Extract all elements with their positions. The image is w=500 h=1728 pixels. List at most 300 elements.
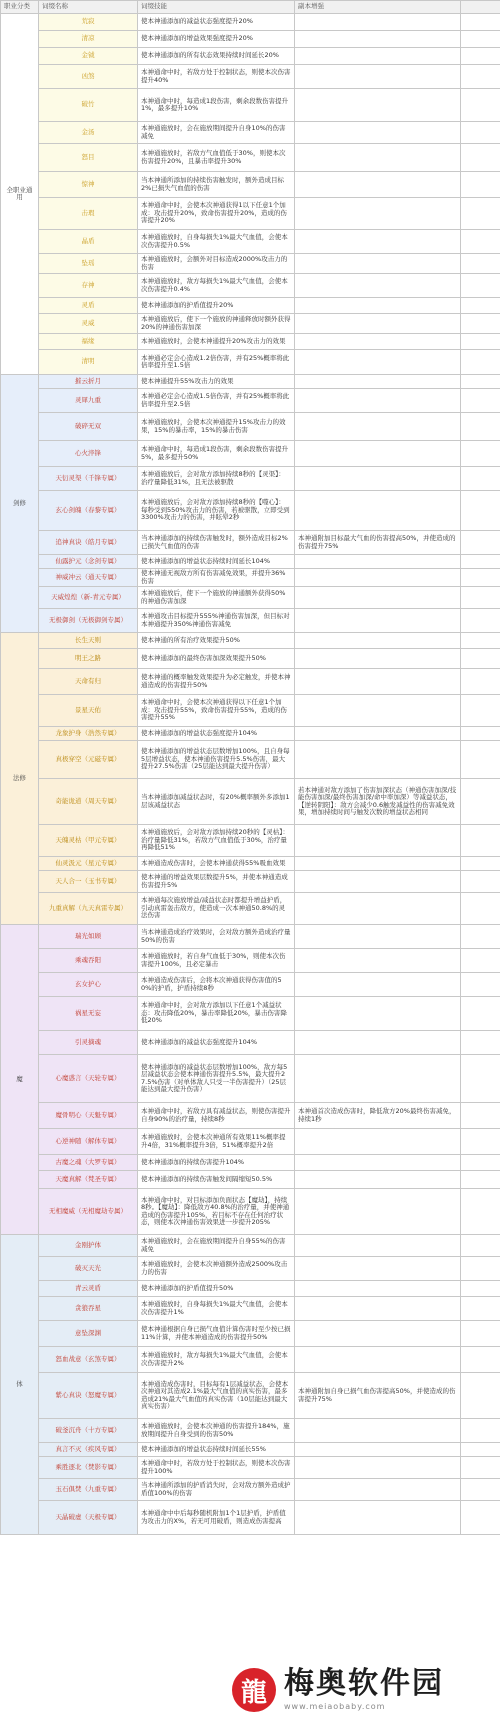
dungeon-boost-cell (295, 413, 461, 441)
dungeon-boost-cell (295, 609, 461, 633)
affix-skill-cell: 本神通施放时，自身每损失1%最大气血值，会使本次伤害提升0.5% (138, 230, 295, 254)
table-row (1, 741, 500, 779)
empty-cell (461, 230, 500, 254)
empty-cell (461, 609, 500, 633)
affix-skill-cell: 使本神通的增益效果层数提升5%，并使本神通造成伤害提升5% (138, 871, 295, 893)
empty-cell (461, 779, 500, 825)
empty-cell (461, 1373, 500, 1419)
affix-name-cell: 龙象护身（浩然专属） (39, 727, 138, 741)
table-row (1, 413, 500, 441)
affix-name-cell: 意坠深渊 (39, 1321, 138, 1347)
dungeon-boost-cell (295, 1479, 461, 1501)
affix-name-cell: 清明 (39, 350, 138, 375)
header-category: 职业分类 (1, 1, 39, 14)
dungeon-boost-cell (295, 491, 461, 531)
affix-skill-cell: 使本神通添加的减益状态层数增加100%，敌方每5层减益状态会使本神通伤害提升5.5%，最大提升27.5%伤害（对单体敌人只受一半伤害提升）（25层能达到最大提升伤害） (138, 1055, 295, 1103)
affix-name-cell: 紫心真诀（怒魔专属） (39, 1373, 138, 1419)
affix-name-cell: 灵威 (39, 314, 138, 334)
affix-skill-cell: 本神通造成伤害时，会使本神通获得55%吸血效果 (138, 857, 295, 871)
affix-name-cell: 真极穿空（元磁专属） (39, 741, 138, 779)
affix-skill-cell: 当本神通所添加的护盾消失时，会对敌方额外造成护盾值100%的伤害 (138, 1479, 295, 1501)
empty-cell (461, 65, 500, 89)
affix-skill-cell: 本神通施放时，会使本次神通额外造成2500%攻击力的伤害 (138, 1257, 295, 1281)
category-cell: 体 (1, 1235, 39, 1535)
affix-skill-cell: 本神通造成伤害时，目标每有1层减益状态，会使本次神通对其造成2.1%最大气血值的真实伤害，最多造成21%最大气血值的真实伤害（10层能达到最大真实伤害） (138, 1373, 295, 1419)
affix-skill-cell: 本神通命中时，会对敌方添加以下任意1个减益状态：攻击降低20%，暴击率降低20%，暴击伤害降低20% (138, 997, 295, 1031)
table-row (1, 48, 500, 65)
dungeon-boost-cell (295, 89, 461, 122)
table-row (1, 893, 500, 925)
dungeon-boost-cell (295, 695, 461, 727)
empty-cell (461, 587, 500, 609)
affix-skill-cell: 本神通施放时，会额外对目标造成2000%攻击力的伤害 (138, 254, 295, 274)
affix-name-cell: 晶盾 (39, 230, 138, 254)
affix-skill-cell: 当本神通添加的持续伤害触发时，额外造成目标2%已损失气血值的伤害 (138, 531, 295, 555)
empty-cell (461, 569, 500, 587)
table-row (1, 65, 500, 89)
table-row (1, 491, 500, 531)
empty-cell (461, 1419, 500, 1443)
affix-name-cell: 破灭天光 (39, 1257, 138, 1281)
empty-cell (461, 1257, 500, 1281)
empty-cell (461, 1297, 500, 1321)
table-row (1, 587, 500, 609)
empty-cell (461, 198, 500, 230)
affix-skill-cell: 本神通施放后，会对敌方添加持续8秒的【噬心】：每秒受到550%攻击力的伤害，若被驱散，立即受到3300%攻击力的伤害，并眩晕2秒 (138, 491, 295, 531)
affix-name-cell: 玉石俱焚（九重专属） (39, 1479, 138, 1501)
empty-cell (461, 1031, 500, 1055)
empty-cell (461, 31, 500, 48)
affix-name-cell: 长生天则 (39, 633, 138, 649)
dungeon-boost-cell (295, 727, 461, 741)
affix-skill-cell: 本神通施放时，若敌方气血值低于30%，则使本次伤害提升20%，且暴击率提升30% (138, 144, 295, 172)
affix-name-cell: 仙灵汲元（星元专属） (39, 857, 138, 871)
dungeon-boost-cell (295, 949, 461, 973)
affix-name-cell: 贪狼吞星 (39, 1297, 138, 1321)
empty-cell (461, 14, 500, 31)
dungeon-boost-cell (295, 857, 461, 871)
empty-cell (461, 633, 500, 649)
empty-cell (461, 298, 500, 314)
empty-cell (461, 1501, 500, 1535)
affix-name-cell: 景星天佑 (39, 695, 138, 727)
affix-name-cell: 破碎无双 (39, 413, 138, 441)
affix-skill-cell: 使本神通提升55%攻击力的效果 (138, 375, 295, 389)
empty-cell (461, 871, 500, 893)
table-row (1, 569, 500, 587)
dungeon-boost-cell (295, 334, 461, 350)
dungeon-boost-cell (295, 825, 461, 857)
table-row (1, 925, 500, 949)
affix-name-cell: 玄女护心 (39, 973, 138, 997)
dungeon-boost-cell (295, 1055, 461, 1103)
affix-skill-cell: 本神通施放时，敌方每损失1%最大气血值，会使本次伤害提升2% (138, 1347, 295, 1373)
table-row (1, 254, 500, 274)
affix-skill-cell: 本神通命中时，若敌方处于控制状态，则使本次伤害提升100% (138, 1457, 295, 1479)
empty-cell (461, 997, 500, 1031)
affix-name-cell: 奇能诡道（周天专属） (39, 779, 138, 825)
dungeon-boost-cell (295, 649, 461, 669)
empty-cell (461, 949, 500, 973)
affix-skill-cell: 使本神通的所有治疗效果提升50% (138, 633, 295, 649)
table-row (1, 1321, 500, 1347)
table-row (1, 350, 500, 375)
table-row (1, 122, 500, 144)
dungeon-boost-cell (295, 230, 461, 254)
dungeon-boost-cell (295, 1189, 461, 1235)
empty-cell (461, 441, 500, 467)
affix-skill-cell: 本神通施放时，会使本次神通提升15%攻击力的效果，15%的暴击率，15%的暴击伤害 (138, 413, 295, 441)
dungeon-boost-cell (295, 48, 461, 65)
affix-name-cell: 荒寂 (39, 14, 138, 31)
table-row (1, 1235, 500, 1257)
dungeon-boost-cell (295, 31, 461, 48)
affix-skill-cell: 使本神通添加的增益状态层数增加100%，且自身每5层增益状态，使本神通伤害提升5.5%伤害，最大提升27.5%伤害（25层能达到最大提升伤害） (138, 741, 295, 779)
dungeon-boost-cell (295, 467, 461, 491)
table-row (1, 633, 500, 649)
affix-name-cell: 金汤 (39, 122, 138, 144)
table-row (1, 334, 500, 350)
empty-cell (461, 1129, 500, 1155)
dungeon-boost-cell (295, 973, 461, 997)
dungeon-boost-cell (295, 274, 461, 298)
affix-name-cell: 九重真解（九天真雷专属） (39, 893, 138, 925)
affix-skill-cell: 使本神通的概率触发效果提升为必定触发，并使本神通造成的伤害提升50% (138, 669, 295, 695)
table-row (1, 1031, 500, 1055)
empty-cell (461, 1189, 500, 1235)
table-row (1, 669, 500, 695)
affix-name-cell: 清凉 (39, 31, 138, 48)
affix-name-cell: 天命有归 (39, 669, 138, 695)
dungeon-boost-cell (295, 375, 461, 389)
empty-cell (461, 1235, 500, 1257)
table-row (1, 1443, 500, 1457)
dungeon-boost-cell (295, 65, 461, 89)
dungeon-boost-cell (295, 389, 461, 413)
affix-skill-cell: 使本神通添加的减益状态强度提升20% (138, 14, 295, 31)
affix-name-cell: 凶煞 (39, 65, 138, 89)
affix-skill-cell: 使本神通添加的持续伤害触发间隔缩短50.5% (138, 1171, 295, 1189)
table-row (1, 298, 500, 314)
header-affix-name: 词缀名称 (39, 1, 138, 14)
dragon-logo-icon: 龍 (232, 1668, 276, 1712)
header-empty (461, 1, 500, 14)
dungeon-boost-cell (295, 569, 461, 587)
affix-skill-cell: 使本神通添加的增益效果强度提升20% (138, 31, 295, 48)
table-row (1, 1373, 500, 1419)
affix-skill-cell: 本神通施放时，会使本神通提升20%攻击力的效果 (138, 334, 295, 350)
table-row (1, 1457, 500, 1479)
affix-skill-cell: 本神通命中时，会使本次神通获得1以下任意1个加成：攻击提升20%，致命伤害提升20%，造成的伤害提升20% (138, 198, 295, 230)
dungeon-boost-cell (295, 298, 461, 314)
empty-cell (461, 1321, 500, 1347)
affix-name-cell: 古魔之魂（大罗专属） (39, 1155, 138, 1171)
header-dungeon-boost: 副本增强 (295, 1, 461, 14)
empty-cell (461, 89, 500, 122)
affix-skill-cell: 使本神通添加的最终伤害加深效果提升50% (138, 649, 295, 669)
empty-cell (461, 334, 500, 350)
empty-cell (461, 1443, 500, 1457)
table-row (1, 973, 500, 997)
affix-name-cell: 天威煌煌（新-青元专属） (39, 587, 138, 609)
dungeon-boost-cell (295, 441, 461, 467)
table-row (1, 1055, 500, 1103)
affix-name-cell: 坠瑶 (39, 254, 138, 274)
affix-skill-cell: 本神通施放后，会对敌方添加持续20秒的【灵枯】：治疗量降低31%，若敌方气血值低于30%，治疗量再降低51% (138, 825, 295, 857)
affix-skill-cell: 本神通施放时，会使本次神通所有效果11%概率提升4倍，31%概率提升3倍，51%概率提升2倍 (138, 1129, 295, 1155)
affix-name-cell: 引灵摘魂 (39, 1031, 138, 1055)
affix-skill-cell: 使本神通添加的护盾值提升20% (138, 298, 295, 314)
dungeon-boost-cell (295, 1031, 461, 1055)
watermark-url: www.meiaobaby.com (284, 1702, 386, 1711)
affix-skill-cell: 本神通施放时，若自身气血低于30%，则使本次伤害提升100%，且必定暴击 (138, 949, 295, 973)
affix-name-cell: 金钺 (39, 48, 138, 65)
empty-cell (461, 555, 500, 569)
dungeon-boost-cell (295, 350, 461, 375)
empty-cell (461, 695, 500, 727)
empty-cell (461, 467, 500, 491)
affix-name-cell: 惊神 (39, 172, 138, 198)
affix-name-cell: 怒血战意（玄煞专属） (39, 1347, 138, 1373)
empty-cell (461, 1055, 500, 1103)
category-cell: 魔 (1, 925, 39, 1235)
affix-name-cell: 明王之路 (39, 649, 138, 669)
affix-skill-cell: 使本神通添加的增益状态强度提升104% (138, 727, 295, 741)
affix-skill-cell: 当本神通添加减益状态时，有20%概率额外多添加1层该减益状态 (138, 779, 295, 825)
empty-cell (461, 413, 500, 441)
table-row (1, 609, 500, 633)
table-row (1, 1347, 500, 1373)
affix-name-cell: 无相魔威（无相魔劫专属） (39, 1189, 138, 1235)
category-cell: 剑修 (1, 375, 39, 633)
affix-skill-cell: 使本神通添加的减益状态强度提升104% (138, 1031, 295, 1055)
empty-cell (461, 973, 500, 997)
affix-skill-cell: 当本神通造成治疗效果时，会对敌方额外造成治疗量50%的伤害 (138, 925, 295, 949)
affix-name-cell: 天魄灵枯（甲元专属） (39, 825, 138, 857)
empty-cell (461, 825, 500, 857)
affix-skill-cell: 本神通命中时，对目标添加负面状态【魔劫】，持续8秒。【魔劫】：降低敌方40.8%的治疗量，并使神通造成的伤害提升105%，若目标不存在任何治疗状态，则使本次神通伤害效果进一步提升205% (138, 1189, 295, 1235)
empty-cell (461, 857, 500, 871)
dungeon-boost-cell: 若本神通对敌方添加了伤害加深状态（神通伤害加深/技能伤害加深/最终伤害加深/命中率加深）等减益状态，【逆转阴阳】：敌方会减少0.6触发减益性的伤害减免效果，增加持续时间与触发次数的增益状态相同 (295, 779, 461, 825)
affix-skill-cell: 本神通命中时，每造成1段伤害，剩余段数伤害提升5%，最多提升50% (138, 441, 295, 467)
affix-skill-cell: 本神通命中时，若敌方具有减益状态，则使伤害提升自身90%的治疗量，持续8秒 (138, 1103, 295, 1129)
affix-name-cell: 存神 (39, 274, 138, 298)
dungeon-boost-cell (295, 314, 461, 334)
affix-name-cell: 神威冲云（通天专属） (39, 569, 138, 587)
site-watermark (232, 1658, 494, 1722)
table-row (1, 1419, 500, 1443)
empty-cell (461, 389, 500, 413)
empty-cell (461, 741, 500, 779)
affix-name-cell: 玄心剑魄（春黎专属） (39, 491, 138, 531)
empty-cell (461, 274, 500, 298)
affix-skill-cell: 本神通命中时，若敌方处于控制状态，则使本次伤害提升40% (138, 65, 295, 89)
empty-cell (461, 1457, 500, 1479)
affix-skill-cell: 本神通施放时，会在施放期间提升自身10%的伤害减免 (138, 122, 295, 144)
dungeon-boost-cell (295, 1155, 461, 1171)
dungeon-boost-cell (295, 1419, 461, 1443)
dungeon-boost-cell (295, 172, 461, 198)
table-row (1, 825, 500, 857)
affix-skill-cell: 本神通施放后，会对敌方添加持续8秒的【灵渠】：治疗量降低31%，且无法被驱散 (138, 467, 295, 491)
empty-cell (461, 375, 500, 389)
affix-skill-cell: 本神通施放后，使下一个施放的神通额外获得50%的神通伤害加深 (138, 587, 295, 609)
table-row (1, 14, 500, 31)
dungeon-boost-cell (295, 1281, 461, 1297)
header-affix-skill: 词缀技能 (138, 1, 295, 14)
empty-cell (461, 531, 500, 555)
dungeon-boost-cell (295, 1443, 461, 1457)
affix-name-cell: 怒目 (39, 144, 138, 172)
dungeon-boost-cell (295, 1501, 461, 1535)
affix-name-cell: 天晶破虚（天极专属） (39, 1501, 138, 1535)
empty-cell (461, 48, 500, 65)
affix-name-cell: 摧云折月 (39, 375, 138, 389)
empty-cell (461, 925, 500, 949)
affix-name-cell: 乘魂吞阳 (39, 949, 138, 973)
empty-cell (461, 350, 500, 375)
affix-name-cell: 心逆神随（解体专属） (39, 1129, 138, 1155)
table-row (1, 727, 500, 741)
empty-cell (461, 669, 500, 695)
table-row (1, 89, 500, 122)
table-row (1, 230, 500, 254)
table-row (1, 1129, 500, 1155)
affix-skill-cell: 本神通施放时，会使本次神通的伤害提升184%，施放期间提升自身受到的伤害50% (138, 1419, 295, 1443)
affix-name-cell: 破竹 (39, 89, 138, 122)
empty-cell (461, 1281, 500, 1297)
table-row (1, 949, 500, 973)
empty-cell (461, 254, 500, 274)
dungeon-boost-cell (295, 198, 461, 230)
table-row (1, 531, 500, 555)
affix-skill-cell: 本神通施放后，使下一个施放的神通释放时额外获得20%的神通伤害加深 (138, 314, 295, 334)
dungeon-boost-cell (295, 997, 461, 1031)
affix-name-cell: 灵盾 (39, 298, 138, 314)
affix-name-cell: 天人合一（玉书专属） (39, 871, 138, 893)
table-row (1, 375, 500, 389)
table-row (1, 144, 500, 172)
dungeon-boost-cell: 本神通附加自身已损气血伤害提高50%，并使造成的伤害提升75% (295, 1373, 461, 1419)
table-row (1, 1281, 500, 1297)
dungeon-boost-cell (295, 14, 461, 31)
table-row (1, 997, 500, 1031)
table-row (1, 1501, 500, 1535)
table-row (1, 1189, 500, 1235)
affix-name-cell: 灵犀九重 (39, 389, 138, 413)
empty-cell (461, 1171, 500, 1189)
table-row (1, 555, 500, 569)
empty-cell (461, 1479, 500, 1501)
dungeon-boost-cell (295, 871, 461, 893)
affix-skill-cell: 本神通命中中后每秒随机附加1个1层护盾，护盾值为攻击力的X%，若无可用破盾，则造成伤害提高 (138, 1501, 295, 1535)
table-row (1, 871, 500, 893)
affix-name-cell: 青云灵盾 (39, 1281, 138, 1297)
affix-name-cell: 心魔惑言（天轮专属） (39, 1055, 138, 1103)
dungeon-boost-cell (295, 1129, 461, 1155)
table-row (1, 441, 500, 467)
affix-name-cell: 追神真诀（皓月专属） (39, 531, 138, 555)
affix-name-cell: 真言不灭（疾风专属） (39, 1443, 138, 1457)
table-row (1, 389, 500, 413)
affix-skill-cell: 本神通每次施放增益/减益状态时都提升增益护盾，引动真雷轰击敌方，使造成一次本神通50.8%的灵法伤害 (138, 893, 295, 925)
table-row (1, 779, 500, 825)
table-row (1, 1155, 500, 1171)
category-cell: 法修 (1, 633, 39, 925)
affix-name-cell: 天衍灵渠（千锋专属） (39, 467, 138, 491)
affix-skill-cell: 本神通攻击目标提升555%神通伤害加深，但目标对本神通提升350%神通伤害减免 (138, 609, 295, 633)
table-header-row (1, 1, 500, 14)
affix-name-cell: 魔骨明心（天魁专属） (39, 1103, 138, 1129)
affix-skill-cell: 使本神通无视敌方所有伤害减免效果，并提升36%伤害 (138, 569, 295, 587)
watermark-title: 梅奥软件园 (284, 1666, 444, 1701)
affix-name-cell: 金刚护体 (39, 1235, 138, 1257)
table-row (1, 1103, 500, 1129)
affix-name-cell: 仙露护元（念剑专属） (39, 555, 138, 569)
table-row (1, 198, 500, 230)
dungeon-boost-cell (295, 144, 461, 172)
affix-skill-cell: 本神通命中时，会使本次神通获得以下任意1个加成：攻击提升55%，致命伤害提升55%，造成的伤害提升55% (138, 695, 295, 727)
affix-name-cell: 乘胜逐北（焚影专属） (39, 1457, 138, 1479)
affix-skill-cell: 使本神通添加的增益状态持续时间延长55% (138, 1443, 295, 1457)
affix-name-cell: 破釜沉舟（十方专属） (39, 1419, 138, 1443)
dungeon-boost-cell (295, 254, 461, 274)
affix-skill-cell: 本神通命中时，每造成1段伤害，剩余段数伤害提升1%，最多提升10% (138, 89, 295, 122)
table-row (1, 31, 500, 48)
affix-skill-cell: 本神通必定会心造成1.2倍伤害，并有25%概率将此倍率提升至1.5倍 (138, 350, 295, 375)
empty-cell (461, 314, 500, 334)
table-row (1, 649, 500, 669)
affix-name-cell: 无极御剑（无极御剑专属） (39, 609, 138, 633)
dungeon-boost-cell (295, 669, 461, 695)
table-row (1, 314, 500, 334)
table-body (1, 14, 500, 1535)
dungeon-boost-cell (295, 587, 461, 609)
affix-skill-cell: 使本神通根据自身已损气血值计算伤害时至少按已损11%计算，并使本神通造成的伤害提升50% (138, 1321, 295, 1347)
empty-cell (461, 1155, 500, 1171)
affix-skill-cell: 使本神通添加的所有状态效果持续时间延长20% (138, 48, 295, 65)
dungeon-boost-cell (295, 1321, 461, 1347)
empty-cell (461, 727, 500, 741)
affix-skill-cell: 使本神通添加的增益状态持续时间延长104% (138, 555, 295, 569)
table-row (1, 1297, 500, 1321)
empty-cell (461, 172, 500, 198)
dungeon-boost-cell (295, 1171, 461, 1189)
affix-name-cell: 击瑕 (39, 198, 138, 230)
affix-skill-cell: 本神通施放时，会在施放期间提升自身55%的伤害减免 (138, 1235, 295, 1257)
affix-skill-cell: 本神通必定会心造成1.5倍伤害，并有25%概率将此倍率提升至2.5倍 (138, 389, 295, 413)
affix-name-cell: 心火淬锋 (39, 441, 138, 467)
empty-cell (461, 144, 500, 172)
dungeon-boost-cell (295, 741, 461, 779)
affix-name-cell: 福缘 (39, 334, 138, 350)
table-row (1, 1171, 500, 1189)
affix-skill-cell: 本神通施放时，自身每损失1%最大气血值，会使本次伤害提升1% (138, 1297, 295, 1321)
dungeon-boost-cell: 本神通首次造成伤害时，降低敌方20%最终伤害减免，持续1秒 (295, 1103, 461, 1129)
dungeon-boost-cell: 本神通附加目标最大气血的伤害提高50%，并使造成的伤害提升75% (295, 531, 461, 555)
affix-skill-cell: 本神通造成伤害后，会将本次神通获得伤害值的50%的护盾，护盾持续8秒 (138, 973, 295, 997)
empty-cell (461, 122, 500, 144)
affix-skill-cell: 当本神通所添加的持续伤害触发时，额外造成目标2%已损失气血值的伤害 (138, 172, 295, 198)
table-row (1, 467, 500, 491)
dungeon-boost-cell (295, 633, 461, 649)
dungeon-boost-cell (295, 122, 461, 144)
table-row (1, 172, 500, 198)
affix-skill-cell: 本神通施放时，敌方每损失1%最大气血值，会使本次伤害提升0.4% (138, 274, 295, 298)
dungeon-boost-cell (295, 1347, 461, 1373)
category-cell: 全职业通用 (1, 14, 39, 375)
empty-cell (461, 649, 500, 669)
